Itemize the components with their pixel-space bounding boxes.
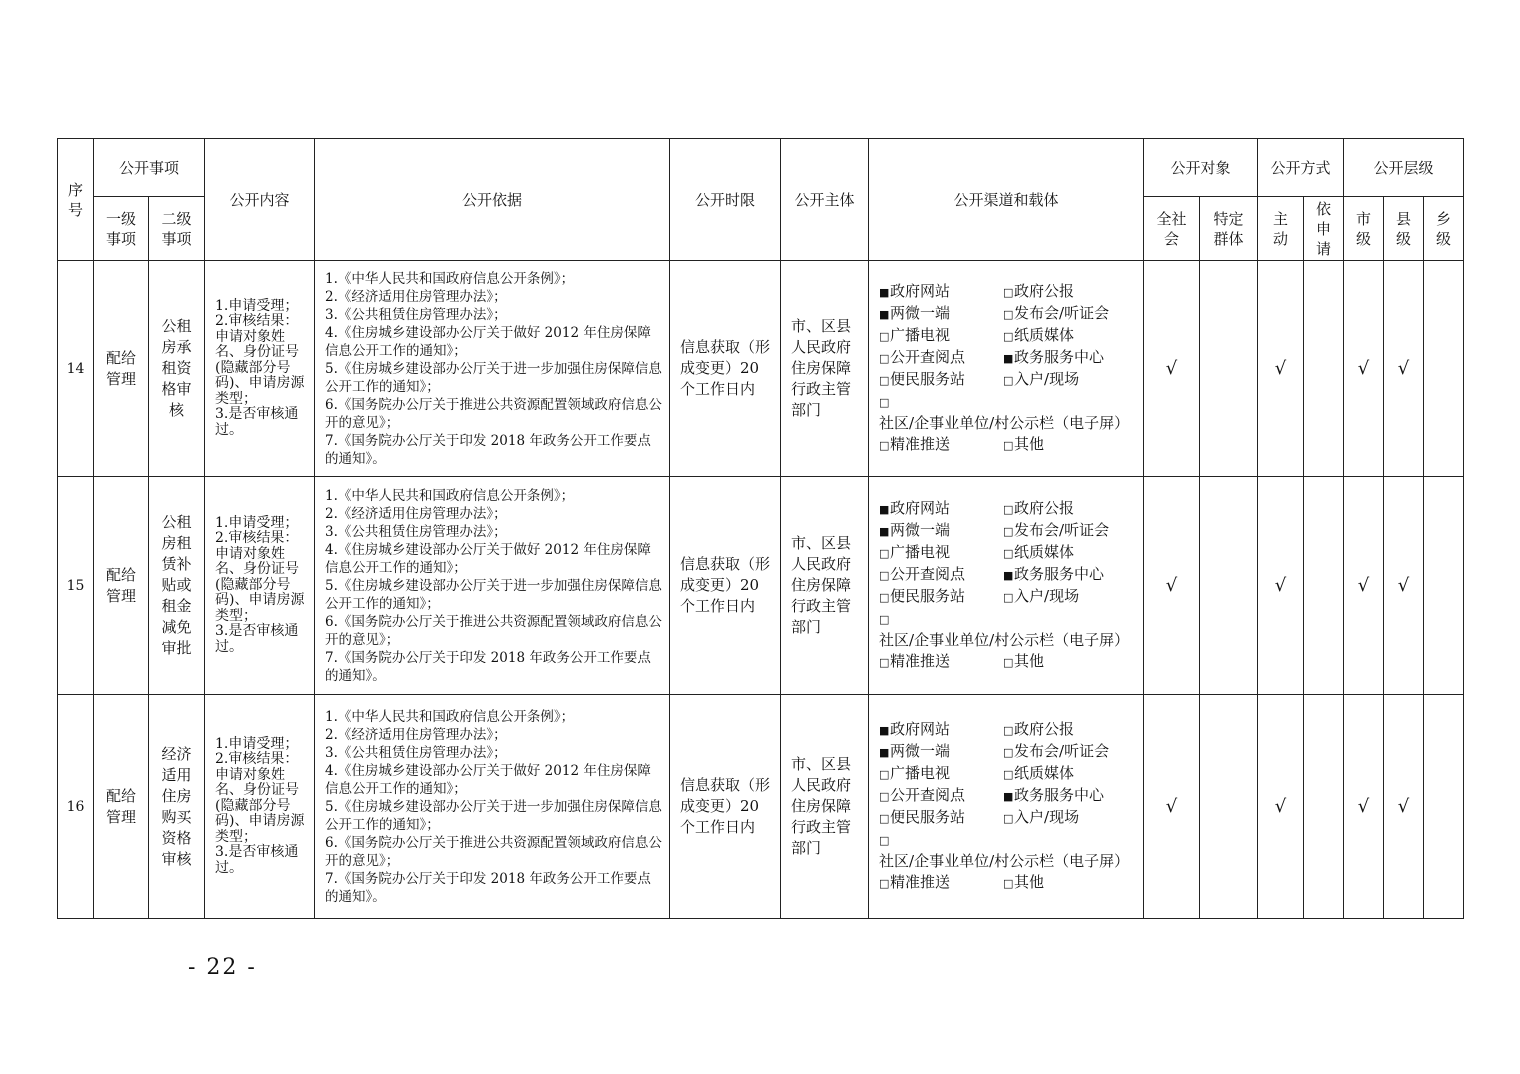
header-matters: 公开事项 [94, 139, 205, 197]
header-target-all: 全社会 [1144, 197, 1200, 261]
row-check-request [1304, 477, 1344, 695]
unchecked-box-icon: □ [1003, 724, 1014, 737]
unchecked-box-icon: □ [879, 877, 890, 890]
row-basis: 1.《中华人民共和国政府信息公开条例》； 2.《经济适用住房管理办法》； 3.《公共租赁住房管理办法》； 4.《住房城乡建设部办公厅关于做好 2012 年住房保障信息公开工作的通知》； 5.《住房城乡建设部办公厅关于进一步加强住房保障信息公开工作的通知》； 6.《国务院办公厅关于推进公共资源配置领域政府信息公开的意见》； 7.《国务院办公厅关于印发 2018 年政务公开工作要点的通知》。 [315, 261, 670, 477]
row-check-county: √ [1384, 477, 1424, 695]
row-seq: 16 [58, 695, 94, 919]
header-target: 公开对象 [1144, 139, 1258, 197]
checked-box-icon: ■ [879, 308, 890, 321]
row-time-limit: 信息获取（形成变更）20个工作日内 [670, 695, 781, 919]
unchecked-box-icon: □ [879, 768, 890, 781]
checked-box-icon: ■ [879, 286, 890, 299]
row-check-group [1200, 261, 1258, 477]
row-level2: 公租房承租资格审核 [149, 261, 205, 477]
header-level2: 二级事项 [149, 197, 205, 261]
row-subject: 市、区县人民政府住房保障行政主管部门 [781, 477, 869, 695]
checked-box-icon: ■ [879, 746, 890, 759]
row-time-limit: 信息获取（形成变更）20个工作日内 [670, 261, 781, 477]
unchecked-box-icon: □ [879, 834, 890, 847]
unchecked-box-icon: □ [879, 547, 890, 560]
header-level: 公开层级 [1344, 139, 1464, 197]
header-mode: 公开方式 [1258, 139, 1344, 197]
row-content: 1.申请受理； 2.审核结果：申请对象姓名、身份证号(隐藏部分号码)、申请房源类型； 3.是否审核通过。 [205, 261, 315, 477]
page-number: - 22 - [188, 955, 257, 980]
header-level1: 一级事项 [94, 197, 149, 261]
unchecked-box-icon: □ [879, 330, 890, 343]
unchecked-box-icon: □ [879, 374, 890, 387]
unchecked-box-icon: □ [1003, 308, 1014, 321]
row-channels: ■政府网站 □政府公报 ■两微一端 □发布会/听证会 □广播电视 □纸质媒体 □公开查阅点 ■政务服务中心 □便民服务站 □入户/现场 □社区/企事业单位/村公示栏（电子屏） □精准推送 □其他 [869, 695, 1144, 919]
checked-box-icon: ■ [879, 525, 890, 538]
unchecked-box-icon: □ [1003, 547, 1014, 560]
row-check-city: √ [1344, 261, 1384, 477]
unchecked-box-icon: □ [1003, 656, 1014, 669]
header-subject: 公开主体 [781, 139, 869, 261]
unchecked-box-icon: □ [1003, 746, 1014, 759]
unchecked-box-icon: □ [1003, 591, 1014, 604]
row-check-group [1200, 695, 1258, 919]
row-basis: 1.《中华人民共和国政府信息公开条例》； 2.《经济适用住房管理办法》； 3.《公共租赁住房管理办法》； 4.《住房城乡建设部办公厅关于做好 2012 年住房保障信息公开工作的通知》； 5.《住房城乡建设部办公厅关于进一步加强住房保障信息公开工作的通知》； 6.《国务院办公厅关于推进公共资源配置领域政府信息公开的意见》； 7.《国务院办公厅关于印发 2018 年政务公开工作要点的通知》。 [315, 695, 670, 919]
row-seq: 14 [58, 261, 94, 477]
header-target-group: 特定群体 [1200, 197, 1258, 261]
table-row [58, 261, 1464, 477]
unchecked-box-icon: □ [879, 352, 890, 365]
row-check-city: √ [1344, 477, 1384, 695]
row-check-town [1424, 477, 1464, 695]
unchecked-box-icon: □ [879, 396, 890, 409]
row-check-request [1304, 695, 1344, 919]
row-check-town [1424, 695, 1464, 919]
header-mode-request: 依申请 [1304, 197, 1344, 261]
table-row [58, 477, 1464, 695]
row-level2: 经济适用住房购买资格审核 [149, 695, 205, 919]
unchecked-box-icon: □ [879, 591, 890, 604]
row-content: 1.申请受理； 2.审核结果：申请对象姓名、身份证号(隐藏部分号码)、申请房源类型； 3.是否审核通过。 [205, 477, 315, 695]
unchecked-box-icon: □ [1003, 768, 1014, 781]
checked-box-icon: ■ [1003, 352, 1014, 365]
checked-box-icon: ■ [879, 503, 890, 516]
row-check-active: √ [1258, 477, 1304, 695]
checked-box-icon: ■ [1003, 569, 1014, 582]
header-level-county: 县级 [1384, 197, 1424, 261]
header-time-limit: 公开时限 [670, 139, 781, 261]
header-level-city: 市级 [1344, 197, 1384, 261]
unchecked-box-icon: □ [1003, 503, 1014, 516]
header-content: 公开内容 [205, 139, 315, 261]
header-mode-active: 主动 [1258, 197, 1304, 261]
unchecked-box-icon: □ [1003, 286, 1014, 299]
row-level2: 公租房租赁补贴或租金减免审批 [149, 477, 205, 695]
row-check-county: √ [1384, 261, 1424, 477]
header-channels: 公开渠道和载体 [869, 139, 1144, 261]
disclosure-table [57, 138, 1464, 919]
row-time-limit: 信息获取（形成变更）20个工作日内 [670, 477, 781, 695]
row-level1: 配给管理 [94, 261, 149, 477]
table-row [58, 695, 1464, 919]
row-check-request [1304, 261, 1344, 477]
row-subject: 市、区县人民政府住房保障行政主管部门 [781, 261, 869, 477]
unchecked-box-icon: □ [879, 790, 890, 803]
row-channels: ■政府网站 □政府公报 ■两微一端 □发布会/听证会 □广播电视 □纸质媒体 □公开查阅点 ■政务服务中心 □便民服务站 □入户/现场 □社区/企事业单位/村公示栏（电子屏） □精准推送 □其他 [869, 477, 1144, 695]
row-check-town [1424, 261, 1464, 477]
row-check-group [1200, 477, 1258, 695]
row-level1: 配给管理 [94, 477, 149, 695]
checked-box-icon: ■ [879, 724, 890, 737]
unchecked-box-icon: □ [879, 613, 890, 626]
unchecked-box-icon: □ [1003, 877, 1014, 890]
unchecked-box-icon: □ [1003, 525, 1014, 538]
row-channels: ■政府网站 □政府公报 ■两微一端 □发布会/听证会 □广播电视 □纸质媒体 □公开查阅点 ■政务服务中心 □便民服务站 □入户/现场 □社区/企事业单位/村公示栏（电子屏） □精准推送 □其他 [869, 261, 1144, 477]
row-check-active: √ [1258, 261, 1304, 477]
row-check-county: √ [1384, 695, 1424, 919]
row-subject: 市、区县人民政府住房保障行政主管部门 [781, 695, 869, 919]
header-seq: 序号 [58, 139, 94, 261]
checked-box-icon: ■ [1003, 790, 1014, 803]
row-check-all: √ [1144, 477, 1200, 695]
row-check-city: √ [1344, 695, 1384, 919]
header-basis: 公开依据 [315, 139, 670, 261]
row-seq: 15 [58, 477, 94, 695]
unchecked-box-icon: □ [1003, 330, 1014, 343]
unchecked-box-icon: □ [1003, 439, 1014, 452]
row-check-active: √ [1258, 695, 1304, 919]
row-check-all: √ [1144, 695, 1200, 919]
row-basis: 1.《中华人民共和国政府信息公开条例》； 2.《经济适用住房管理办法》； 3.《公共租赁住房管理办法》； 4.《住房城乡建设部办公厅关于做好 2012 年住房保障信息公开工作的通知》； 5.《住房城乡建设部办公厅关于进一步加强住房保障信息公开工作的通知》； 6.《国务院办公厅关于推进公共资源配置领域政府信息公开的意见》； 7.《国务院办公厅关于印发 2018 年政务公开工作要点的通知》。 [315, 477, 670, 695]
header-level-town: 乡级 [1424, 197, 1464, 261]
unchecked-box-icon: □ [879, 439, 890, 452]
row-level1: 配给管理 [94, 695, 149, 919]
unchecked-box-icon: □ [1003, 812, 1014, 825]
unchecked-box-icon: □ [1003, 374, 1014, 387]
row-content: 1.申请受理； 2.审核结果：申请对象姓名、身份证号(隐藏部分号码)、申请房源类型； 3.是否审核通过。 [205, 695, 315, 919]
row-check-all: √ [1144, 261, 1200, 477]
unchecked-box-icon: □ [879, 569, 890, 582]
unchecked-box-icon: □ [879, 656, 890, 669]
unchecked-box-icon: □ [879, 812, 890, 825]
